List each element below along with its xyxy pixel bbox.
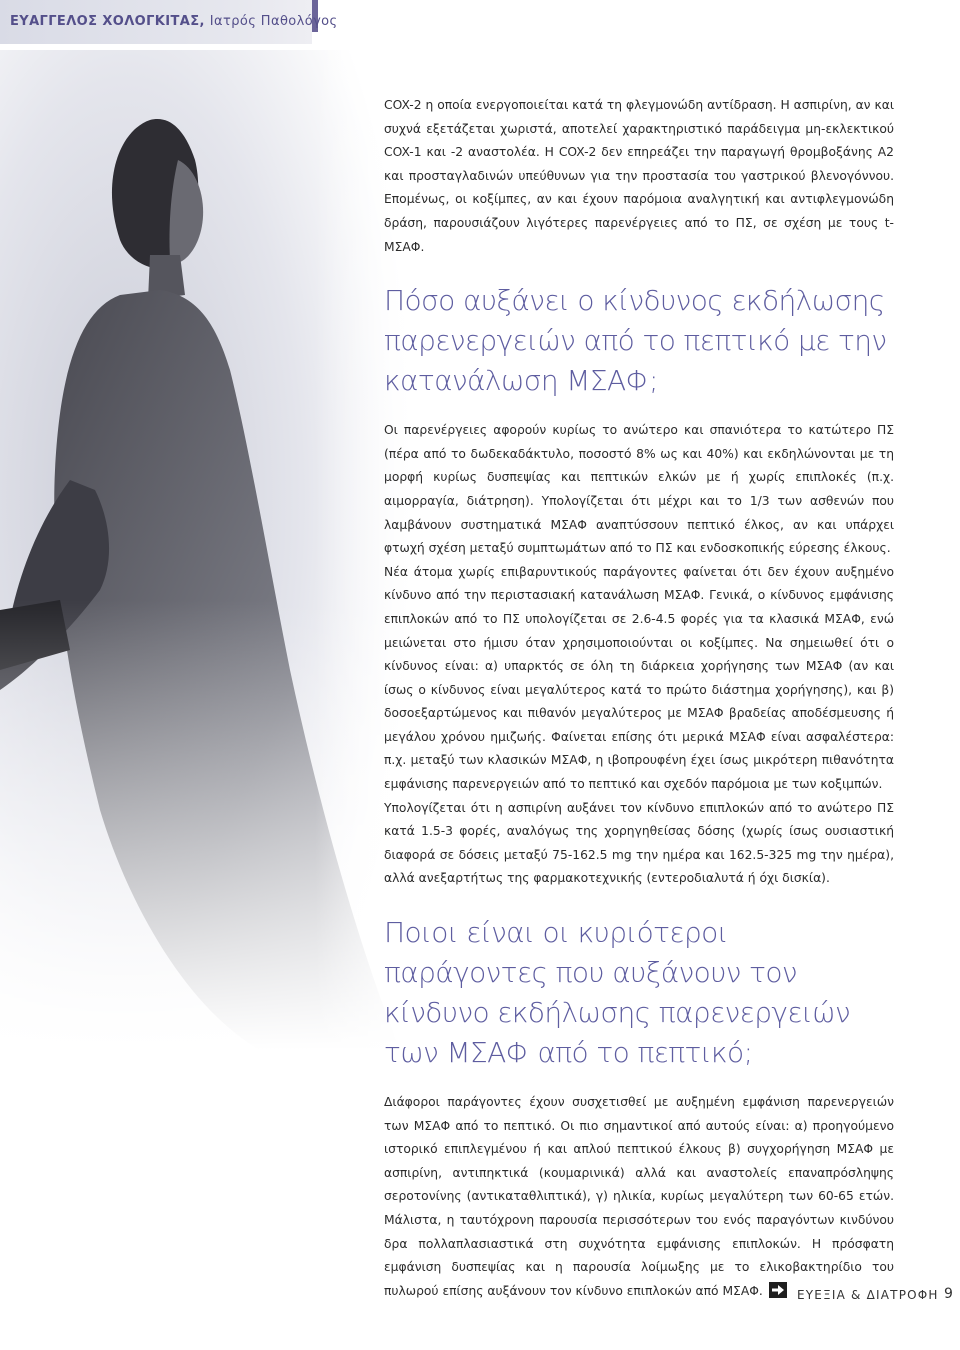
section1-paragraph-3: Υπολογίζεται ότι η ασπιρίνη αυξάνει τον κίνδυνο επιπλοκών από το ανώτερο ΠΣ κατά 1.5-3 φορές, αναλόγως της χορηγηθείσας δόσης (χωρίς ίσως ουσιαστική διαφορά σε δόσεις μεταξύ 75-162.5 mg την ημέρα και 162.5-325 mg την ημέρα), αλλά ανεξαρτήτως της φαρμακοτεχνικής (εντεροδιαλυτά ή όχι δισκία). bbox=[384, 800, 894, 886]
arrow-right-icon bbox=[769, 1282, 787, 1298]
author-role: Ιατρός Παθολόγος bbox=[209, 14, 338, 29]
section2-paragraph-text: Διάφοροι παράγοντες έχουν συσχετισθεί με αυξημένη εμφάνιση παρενεργειών των ΜΣΑΦ από το πεπτικό. Οι πιο σημαντικοί από αυτούς είναι: α) προηγούμενο ιστορικό επιπλεγμένου ή και απλού πεπτικού έλκους β) συγχορήγηση ΜΣΑΦ με ασπιρίνη, αντιπηκτικά (κουμαρινικά) αλλά και αναστολείς επαναπρόσληψης σεροτονίνης (αντικαταθλιπτικά), γ) ηλικία, κυρίως μεγαλύτερη των 60-65 ετών. Μάλιστα, η ταυτόχρονη παρουσία περισσότερων του ενός παραγόντων κινδύνου δρα πολλαπλασιαστικά στη συχνότητα εμφάνισης επιπλοκών. Η πρόσφατη εμφάνιση δυσπεψίας και η παρουσία λοίμωξης με το ελικοβακτηρίδιο του πυλωρού επίσης αυξάνουν τον κίνδυνο επιπλοκών από ΜΣΑΦ. bbox=[384, 1095, 894, 1298]
section2-heading: Ποιοι είναι οι κυριότεροι παράγοντες που αυξάνουν τον κίνδυνο εκδήλωσης παρενεργειών των ΜΣΑΦ από το πεπτικό; bbox=[384, 916, 850, 1070]
section1-paragraph-2: Νέα άτομα χωρίς επιβαρυντικούς παράγοντες φαίνεται ότι δεν έχουν αυξημένο κίνδυνο από την περιστασιακή κατανάλωση ΜΣΑΦ. Γενικά, ο κίνδυνος εμφάνισης επιπλοκών από το ΠΣ υπολογίζεται σε 2.6-4.5 φορές για τα κλασικά ΜΣΑΦ, ενώ μειώνεται στο ήμισυ όταν χρησιμοποιούνται οι κοξίμπες. Να σημειωθεί ότι ο κίνδυνος είναι: α) υπαρκτός σε όλη τη διάρκεια χορήγησης των ΜΣΑΦ (αν και ίσως ο κίνδυνος είναι μεγαλύτερος κατά το πρώτο διάστημα χορήγησης), και β) δοσοεξαρτώμενος και πιθανόν μεγαλύτερος με ΜΣΑΦ βραδείας αποδέσμευσης ή μεγάλου χρόνου ημιζωής. Φαίνεται επίσης ότι μερικά ΜΣΑΦ είναι ασφαλέστερα: π.χ. μεταξύ των κλασικών ΜΣΑΦ, η ιβοπρουφένη έχει ίσως μικρότερη πιθανότητα εμφάνισης παρενεργειών από το πεπτικό και σχεδόν παρόμοια με των κοξιμπών. bbox=[384, 564, 894, 792]
intro-paragraph: COX-2 η οποία ενεργοποιείται κατά τη φλεγμονώδη αντίδραση. Η ασπιρίνη, αν και συχνά εξετάζεται χωριστά, αποτελεί χαρακτηριστικό παράδειγμα μη-εκλεκτικού COX-1 και -2 αναστολέα. Η COX-2 δεν επηρεάζει την παραγωγή θρομβοξάνης Α2 και προσταγλαδινών υπεύθυνων για την προστασία του γαστρικού βλενογόννου. Επομένως, οι κοξίμπες, αν και έχουν παρόμοια αναλγητική και αντιφλεγμονώδη δράση, παρουσιάζουν λιγότερες παρενέργειες από το ΠΣ, σε σχέση με τους t-ΜΣΑΦ. bbox=[384, 98, 894, 254]
section1-paragraph-1: Οι παρενέργειες αφορούν κυρίως το ανώτερο και σπανιότερα το κατώτερο ΠΣ (πέρα από το δωδεκαδάκτυλο, ποσοστό 8% ως και 40%) και εκδηλώνονται με τη μορφή κυρίως δυσπεψίας και πεπτικών ελκών με ή χωρίς επιπλοκές (π.χ. αιμορραγία, διάτρηση). Υπολογίζεται ότι μέχρι και το 1/3 των ασθενών που λαμβάνουν συστηματικά ΜΣΑΦ αναπτύσσουν πεπτικό έλκος, αν και υπάρχει φτωχή σχέση μεταξύ συμπτωμάτων από το ΠΣ και ενδοσκοπικής εύρεσης έλκους. bbox=[384, 423, 894, 556]
article-content bbox=[384, 94, 894, 1303]
page-header bbox=[10, 14, 338, 29]
section1-heading: Πόσο αυξάνει ο κίνδυνος εκδήλωσης παρενεργειών από το πεπτικό με την κατανάλωση ΜΣΑΦ; bbox=[384, 284, 887, 398]
author-name: ΕΥΑΓΓΕΛΟΣ ΧΟΛΟΓΚΙΤΑΣ, bbox=[10, 14, 205, 29]
page-number: 9 bbox=[944, 1286, 953, 1302]
section2-paragraph bbox=[384, 1091, 894, 1303]
decorative-photo bbox=[0, 50, 420, 1050]
publication-name: ΕΥΕΞΙΑ & ΔΙΑΤΡΟΦΗ bbox=[797, 1288, 939, 1302]
